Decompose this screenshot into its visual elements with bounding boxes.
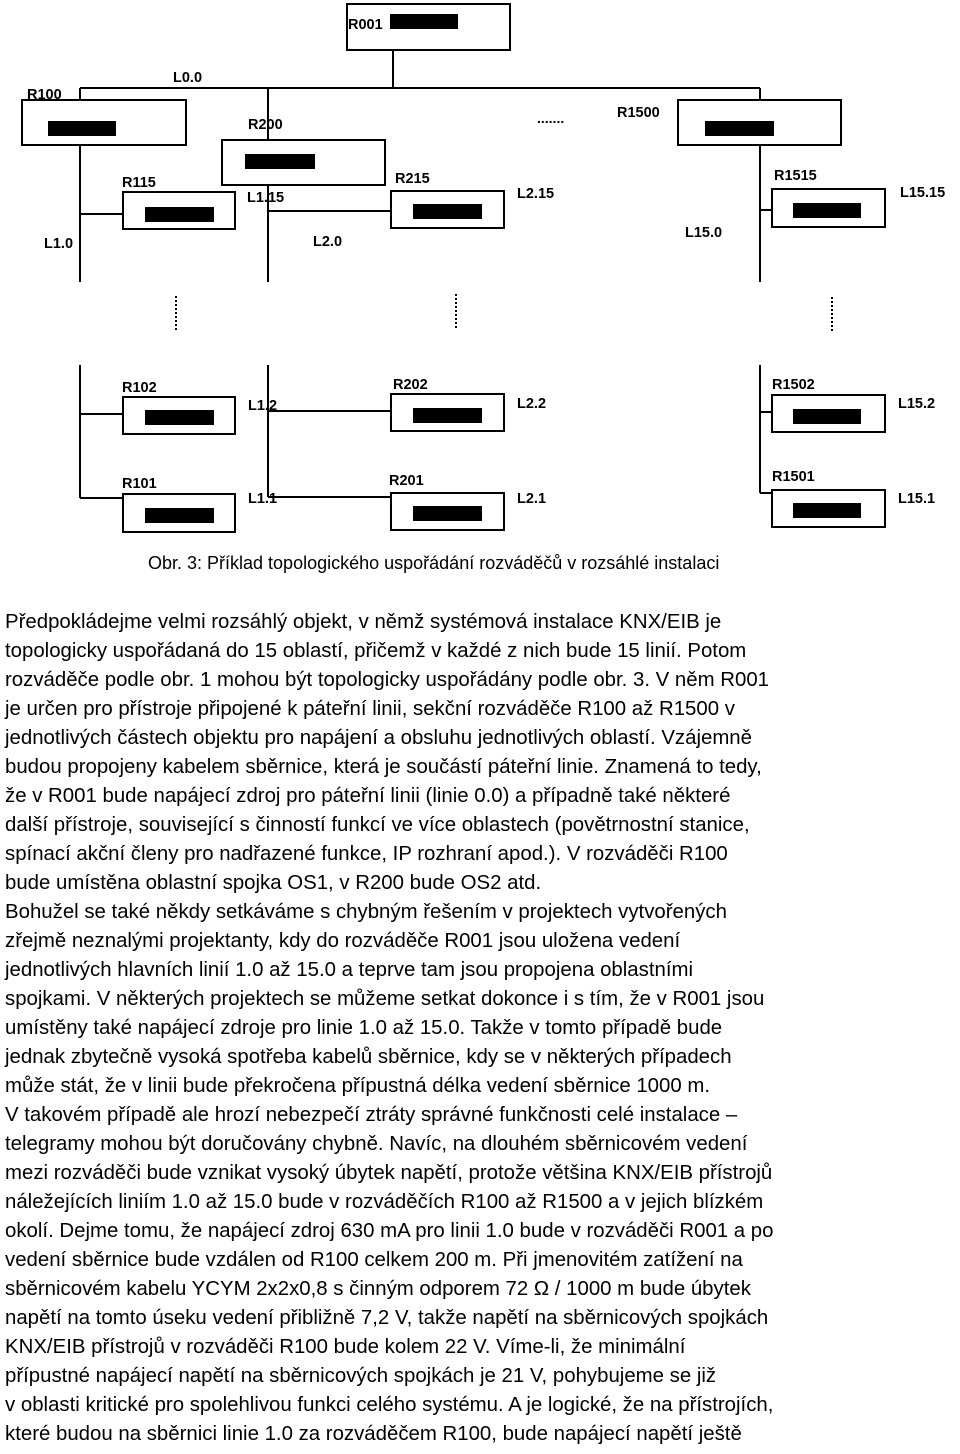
- text-line: umístěny také napájecí zdroje pro linie 1.0 až 15.0. Takže v tomto případě bude: [5, 1017, 723, 1039]
- label-l2-15: L2.15: [517, 186, 555, 202]
- vertical-ellipsis-marks: [176, 294, 832, 331]
- text-line: Bohužel se také někdy setkáváme s chybným řešením v projektech vytvořených: [5, 901, 727, 923]
- text-line: rozváděče podle obr. 1 mohou být topologicky uspořádány podle obr. 3. V něm R001: [5, 669, 770, 691]
- text-line: Předpokládejme velmi rozsáhlý objekt, v němž systémová instalace KNX/EIB je: [5, 611, 722, 633]
- text-line: další přístroje, související s činností funkcí ve více oblastech (povětrnostní stanice,: [5, 814, 750, 836]
- label-l2-1: L2.1: [517, 491, 547, 507]
- text-line: telegramy mohou být doručovány chybně. Navíc, na dlouhém sběrnicovém vedení: [5, 1133, 748, 1155]
- label-l1-2: L1.2: [248, 398, 278, 414]
- label-r102: R102: [122, 380, 157, 396]
- panel-r100: [22, 100, 186, 145]
- panel-r1500: [678, 100, 841, 145]
- label-r001: R001: [348, 17, 383, 33]
- panel-r200: [222, 140, 385, 185]
- label-l1-1: L1.1: [248, 491, 278, 507]
- label-l0-0: L0.0: [173, 70, 203, 86]
- label-l15-2: L15.2: [898, 396, 936, 412]
- label-r1502: R1502: [772, 377, 815, 393]
- label-l15-0: L15.0: [685, 225, 723, 241]
- label-l15-1: L15.1: [898, 491, 936, 507]
- text-line: bude umístěna oblastní spojka OS1, v R200 bude OS2 atd.: [5, 872, 542, 894]
- panel-r215: [391, 191, 504, 228]
- text-line: vedení sběrnice bude vzdálen od R100 celkem 200 m. Při jmenovitém zatížení na: [5, 1249, 743, 1271]
- label-l2-2: L2.2: [517, 396, 547, 412]
- text-line: V takovém případě ale hrozí nebezpečí ztráty správné funkčnosti celé instalace –: [5, 1104, 738, 1126]
- text-line: přípustné napájecí napětí na sběrnicových spojkách je 21 V, pohybujeme se již: [5, 1365, 717, 1387]
- label-l2-0: L2.0: [313, 234, 343, 250]
- label-r1515: R1515: [774, 168, 817, 184]
- text-line: budou propojeny kabelem sběrnice, která je součástí páteřní linie. Znamená to tedy,: [5, 756, 762, 778]
- label-r200: R200: [248, 117, 283, 133]
- text-line: napětí na tomto úseku vedení přibližně 7,2 V, takže napětí na sběrnicových spojkách: [5, 1307, 769, 1329]
- text-line: spojkami. V některých projektech se můžeme setkat dokonce i s tím, že v R001 jsou: [5, 988, 765, 1010]
- panel-r1515: [772, 189, 885, 227]
- panel-r102: [123, 397, 235, 434]
- text-line: je určen pro přístroje připojené k páteřní linii, sekční rozváděče R100 až R1500 v: [5, 698, 735, 720]
- text-line: v oblasti kritické pro spolehlivou funkci celého systému. A je logické, že na přístrojích,: [5, 1394, 774, 1416]
- text-line: zřejmě neznalými projektanty, kdy do rozváděče R001 jsou uložena vedení: [5, 930, 681, 952]
- label-r100: R100: [27, 87, 62, 103]
- text-line: které budou na sběrnici linie 1.0 za rozváděčem R100, bude napájecí napětí ještě: [5, 1423, 742, 1445]
- figure-caption: Obr. 3: Příklad topologického uspořádání rozváděčů v rozsáhlé instalaci: [148, 553, 720, 573]
- text-line: náležejících liniím 1.0 až 15.0 bude v rozváděčích R100 až R1500 a v jejich blízkém: [5, 1191, 764, 1213]
- text-line: okolí. Dejme tomu, že napájecí zdroj 630 mA pro linii 1.0 bude v rozváděči R001 a po: [5, 1220, 774, 1242]
- label-r202: R202: [393, 377, 428, 393]
- text-line: KNX/EIB přístrojů v rozváděči R100 bude kolem 22 V. Víme-li, že minimální: [5, 1336, 686, 1358]
- text-line: jednotlivých částech objektu pro napájení a obsluhu jednotlivých oblastí. Vzájemně: [5, 727, 752, 749]
- text-line: jednak zbytečně vysoká spotřeba kabelů sběrnice, kdy se v některých případech: [5, 1046, 732, 1068]
- text-line: spínací akční členy pro nadřazené funkce, IP rozhraní apod.). V rozváděči R100: [5, 843, 728, 865]
- text-line: sběrnicovém kabelu YCYM 2x2x0,8 s činným odporem 72 Ω / 1000 m bude úbytek: [5, 1278, 751, 1300]
- label-l1-0: L1.0: [44, 236, 74, 252]
- text-line: mezi rozváděči bude vznikat vysoký úbytek napětí, protože většina KNX/EIB přístrojů: [5, 1162, 773, 1184]
- panel-r115: [123, 192, 235, 229]
- label-r115: R115: [122, 175, 156, 191]
- text-line: že v R001 bude napájecí zdroj pro páteřní linii (linie 0.0) a případně také některé: [5, 785, 731, 807]
- label-l1-15: L1.15: [247, 190, 285, 206]
- label-r1501: R1501: [772, 469, 815, 485]
- panel-r202: [391, 394, 504, 431]
- label-l15-15: L15.15: [900, 185, 946, 201]
- panel-r201: [391, 493, 504, 530]
- panel-r1502: [772, 395, 885, 432]
- panel-r101: [123, 494, 235, 532]
- text-line: jednotlivých hlavních linií 1.0 až 15.0 a teprve tam jsou propojena oblastními: [5, 959, 694, 981]
- label-r1500: R1500: [617, 105, 660, 121]
- text-line: topologicky uspořádaná do 15 oblastí, přičemž v každé z nich bude 15 linií. Potom: [5, 640, 747, 662]
- label-r101: R101: [122, 476, 157, 492]
- topology-diagram: [0, 0, 960, 545]
- body-text: [5, 608, 960, 1449]
- label-r201: R201: [389, 473, 424, 489]
- ellipsis-top: .......: [537, 110, 565, 126]
- panel-r1501: [772, 490, 885, 527]
- label-r215: R215: [395, 171, 430, 187]
- text-line: může stát, že v linii bude překročena přípustná délka vedení sběrnice 1000 m.: [5, 1075, 711, 1097]
